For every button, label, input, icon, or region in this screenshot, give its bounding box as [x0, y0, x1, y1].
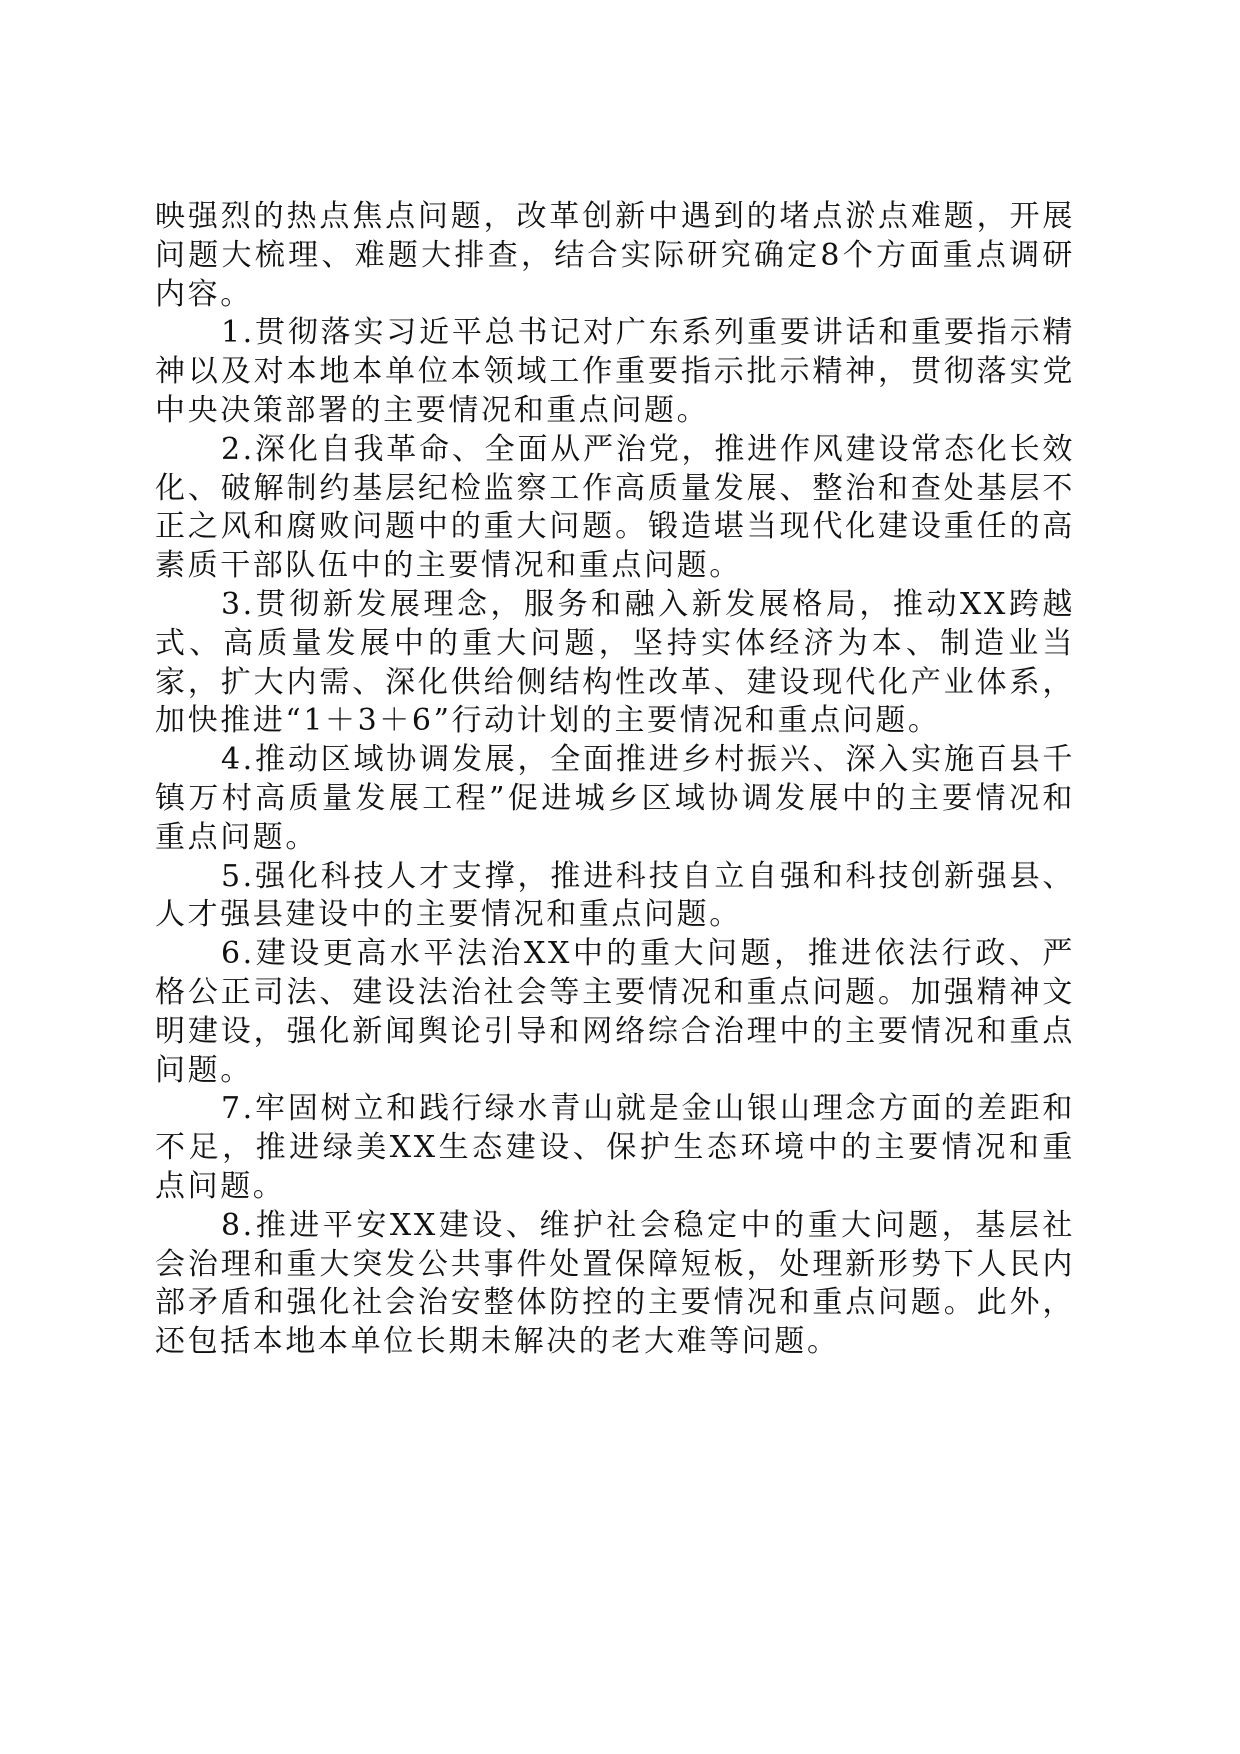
paragraph-item-1: 1.贯彻落实习近平总书记对广东系列重要讲话和重要指示精神以及对本地本单位本领域工作重要指示批示精神，贯彻落实党中央决策部署的主要情况和重点问题。	[155, 315, 1075, 428]
paragraph-item-3: 3.贯彻新发展理念，服务和融入新发展格局，推动XX跨越式、高质量发展中的重大问题，坚持实体经济为本、制造业当家，扩大内需、深化供给侧结构性改革、建设现代化产业体系，加快推进“1＋3＋6”行动计划的主要情况和重点问题。	[155, 586, 1075, 739]
paragraph-item-8: 8.推进平安XX建设、维护社会稳定中的重大问题，基层社会治理和重大突发公共事件处置保障短板，处理新形势下人民内部矛盾和强化社会治安整体防控的主要情况和重点问题。此外，还包括本地本单位长期未解决的老大难等问题。	[155, 1207, 1075, 1360]
paragraph-item-5: 5.强化科技人才支撑，推进科技自立自强和科技创新强县、人才强县建设中的主要情况和重点问题。	[155, 858, 1075, 933]
document-body	[155, 198, 1075, 1362]
paragraph-item-6: 6.建设更高水平法治XX中的重大问题，推进依法行政、严格公正司法、建设法治社会等主要情况和重点问题。加强精神文明建设，强化新闻舆论引导和网络综合治理中的主要情况和重点问题。	[155, 936, 1075, 1088]
paragraph-item-7: 7.牢固树立和践行绿水青山就是金山银山理念方面的差距和不足，推进绿美XX生态建设、保护生态环境中的主要情况和重点问题。	[155, 1091, 1075, 1204]
paragraph-item-2: 2.深化自我革命、全面从严治党，推进作风建设常态化长效化、破解制约基层纪检监察工作高质量发展、整治和查处基层不正之风和腐败问题中的重大问题。锻造堪当现代化建设重任的高素质干部队伍中的主要情况和重点问题。	[155, 431, 1075, 584]
paragraph-intro-continued: 映强烈的热点焦点问题，改革创新中遇到的堵点淤点难题，开展问题大梳理、难题大排查，结合实际研究确定8个方面重点调研内容。	[155, 199, 1075, 312]
paragraph-item-4: 4.推动区域协调发展，全面推进乡村振兴、深入实施百县千镇万村高质量发展工程”促进城乡区域协调发展中的主要情况和重点问题。	[155, 742, 1075, 855]
